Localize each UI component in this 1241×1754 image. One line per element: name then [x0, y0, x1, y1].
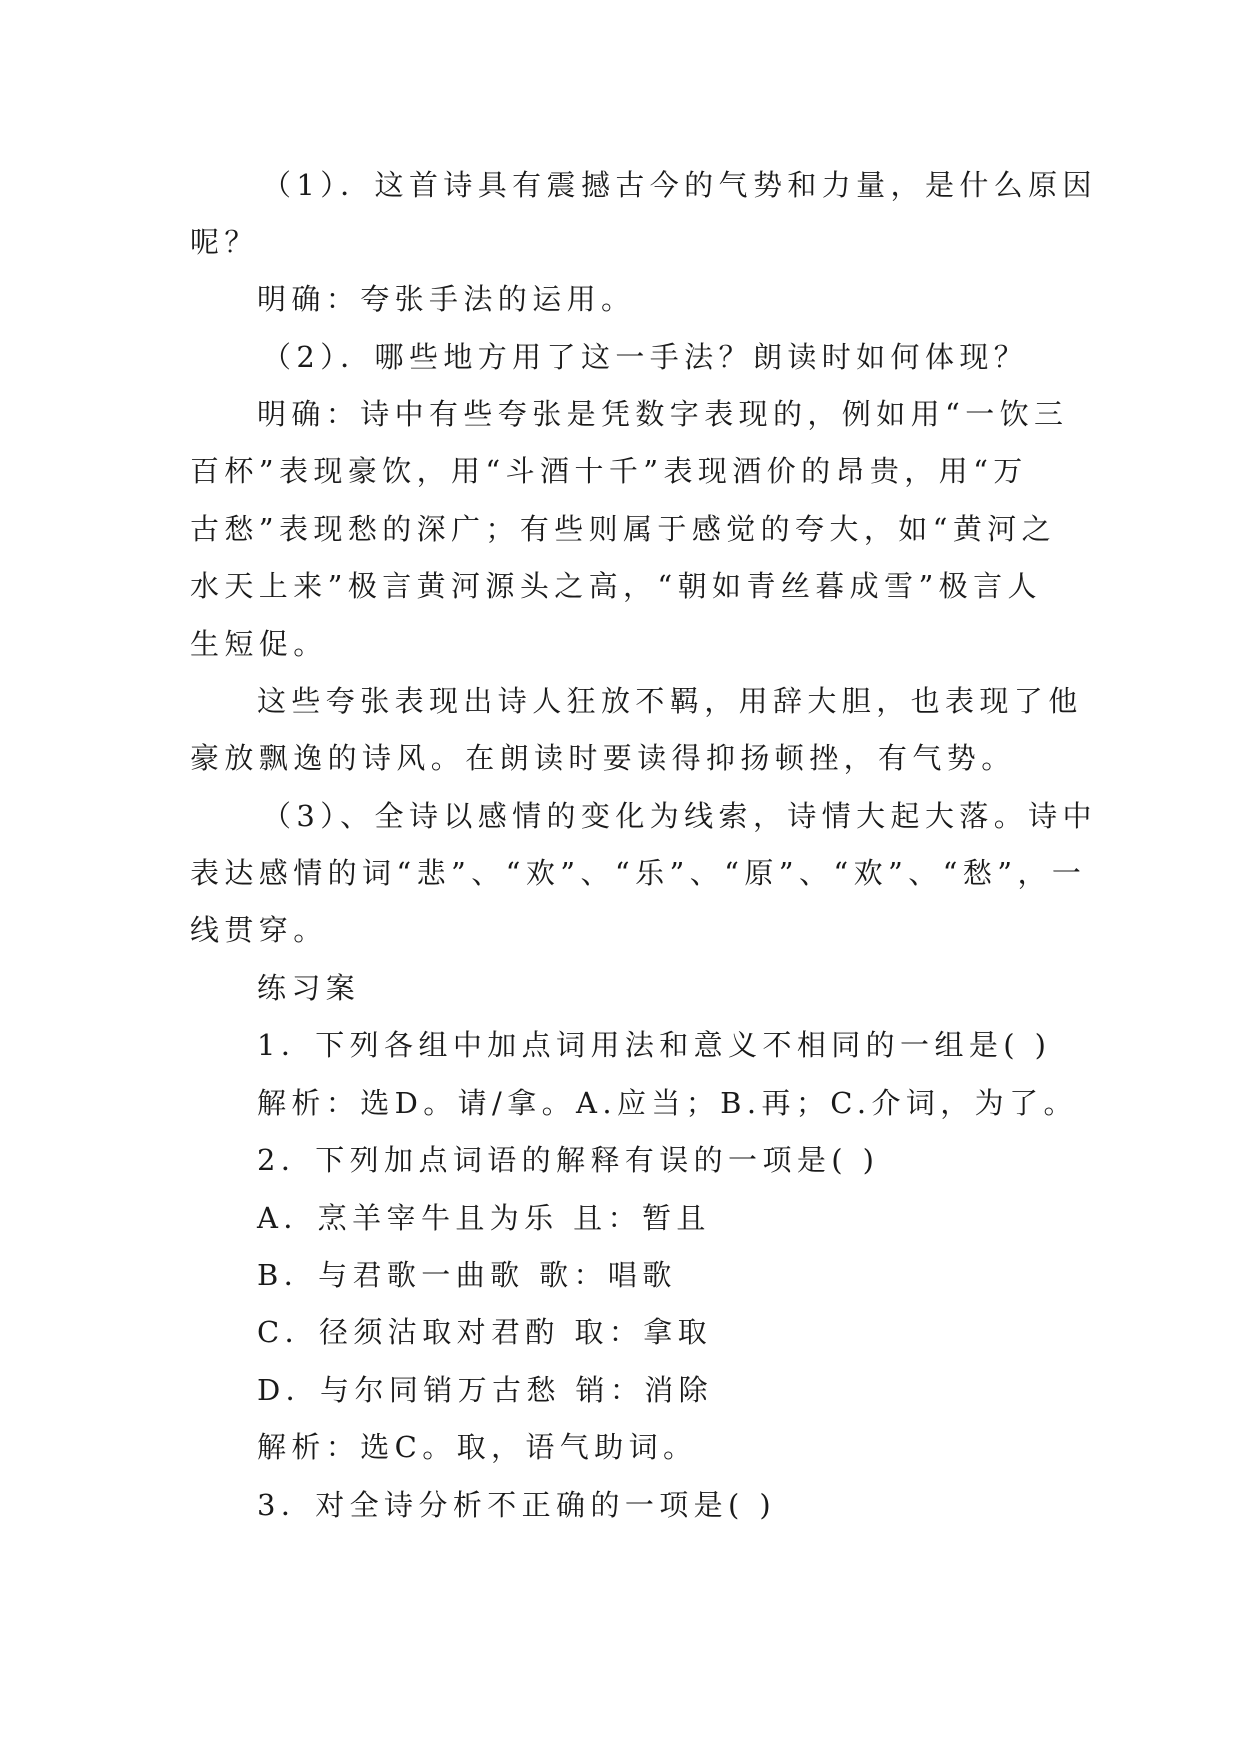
paragraph-line-2: 豪放飘逸的诗风。在朗读时要读得抑扬顿挫，有气势。 [190, 741, 1016, 775]
exercise-2-option-c: C．径须沽取对君酌 取：拿取 [257, 1315, 713, 1349]
exercise-2-analysis: 解析：选C。取，语气助词。 [257, 1430, 698, 1464]
exercise-1-analysis: 解析：选D。请/拿。A.应当；B.再；C.介词，为了。 [257, 1086, 1078, 1120]
exercise-1: 1．下列各组中加点词用法和意义不相同的一组是( ) [257, 1028, 1052, 1062]
question-2: （2）．哪些地方用了这一手法？朗读时如何体现？ [262, 340, 1029, 374]
paragraph-line-1: 这些夸张表现出诗人狂放不羁，用辞大胆，也表现了他 [257, 684, 1083, 718]
exercise-2-option-a: A．烹羊宰牛且为乐 且：暂且 [257, 1201, 711, 1235]
section-heading: 练习案 [257, 971, 361, 1005]
exercise-2-option-b: B．与君歌一曲歌 歌：唱歌 [257, 1258, 677, 1292]
exercise-3: 3．对全诗分析不正确的一项是( ) [257, 1488, 777, 1522]
answer-2-line-1: 明确：诗中有些夸张是凭数字表现的，例如用“一饮三 [257, 397, 1069, 431]
exercise-2-option-d: D．与尔同销万古愁 销：消除 [257, 1373, 714, 1407]
question-1-line-1: （1）．这首诗具有震撼古今的气势和力量，是什么原因 [262, 168, 1097, 202]
answer-2-line-5: 生短促。 [190, 627, 328, 661]
question-3-line-1: （3）、全诗以感情的变化为线索，诗情大起大落。诗中 [262, 799, 1097, 833]
answer-2-line-3: 古愁”表现愁的深广；有些则属于感觉的夸大，如“黄河之 [190, 512, 1057, 546]
answer-1: 明确：夸张手法的运用。 [257, 282, 636, 316]
answer-2-line-4: 水天上来”极言黄河源头之高，“朝如青丝暮成雪”极言人 [190, 569, 1042, 603]
question-3-line-3: 线贯穿。 [190, 913, 328, 947]
answer-2-line-2: 百杯”表现豪饮，用“斗酒十千”表现酒价的昂贵，用“万 [190, 454, 1028, 488]
exercise-2: 2．下列加点词语的解释有误的一项是( ) [257, 1143, 880, 1177]
question-3-line-2: 表达感情的词“悲”、“欢”、“乐”、“原”、“欢”、“愁”，一 [190, 856, 1087, 890]
question-1-line-2: 呢？ [190, 225, 259, 259]
